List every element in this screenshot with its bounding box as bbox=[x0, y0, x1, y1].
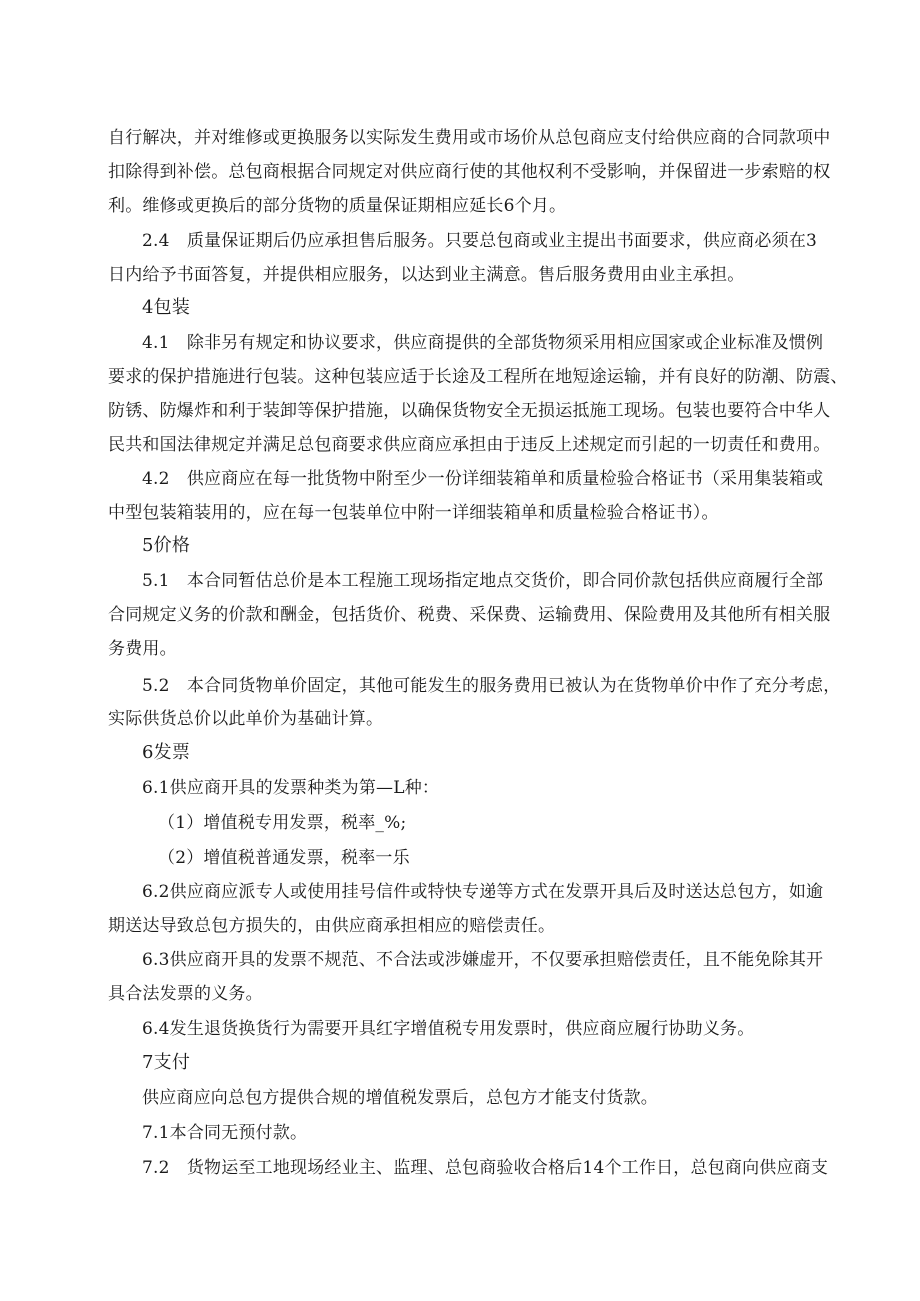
section-heading: 4包装 bbox=[142, 297, 191, 318]
paragraph-line: 要求的保护措施进行包装。这种包装应适于长途及工程所在地短途运输，并有良好的防潮、防震、 bbox=[108, 367, 848, 387]
list-item: （1）增值税专用发票，税率_%; bbox=[158, 813, 407, 833]
paragraph-line: 自行解决，并对维修或更换服务以实际发生费用或市场价从总包商应支付给供应商的合同款项中 bbox=[108, 128, 831, 148]
paragraph-line: 2.4 质量保证期后仍应承担售后服务。只要总包商或业主提出书面要求，供应商必须在3 bbox=[142, 231, 818, 251]
paragraph-line: 5.2 本合同货物单价固定，其他可能发生的服务费用已被认为在货物单价中作了充分考虑， bbox=[142, 676, 841, 696]
paragraph-line: 务费用。 bbox=[108, 639, 177, 659]
section-heading: 7支付 bbox=[142, 1052, 191, 1073]
paragraph-line: 扣除得到补偿。总包商根据合同规定对供应商行使的其他权利不受影响，并保留进一步索赔的权 bbox=[108, 162, 831, 182]
paragraph-line: 防锈、防爆炸和利于装卸等保护措施，以确保货物安全无损运抵施工现场。包装也要符合中华人 bbox=[108, 401, 831, 421]
paragraph-line: 利。维修或更换后的部分货物的质量保证期相应延长6个月。 bbox=[108, 196, 567, 216]
section-heading: 5价格 bbox=[142, 535, 191, 556]
paragraph-line: 7.1本合同无预付款。 bbox=[142, 1123, 308, 1143]
paragraph-line: 5.1 本合同暂估总价是本工程施工现场指定地点交货价，即合同价款包括供应商履行全部 bbox=[142, 571, 824, 591]
paragraph-line: 中型包装箱装用的，应在每一包装单位中附一详细装箱单和质量检验合格证书）。 bbox=[108, 503, 719, 523]
paragraph-line: 期送达导致总包方损失的，由供应商承担相应的赔偿责任。 bbox=[108, 916, 556, 936]
paragraph-line: 日内给予书面答复，并提供相应服务，以达到业主满意。售后服务费用由业主承担。 bbox=[108, 265, 745, 285]
list-item: （2）增值税普通发票，税率一乐 bbox=[158, 848, 410, 868]
paragraph-line: 4.1 除非另有规定和协议要求，供应商提供的全部货物须采用相应国家或企业标准及惯例 bbox=[142, 333, 824, 353]
paragraph-line: 6.4发生退货换货行为需要开具红字增值税专用发票时，供应商应履行协助义务。 bbox=[142, 1019, 755, 1039]
paragraph-line: 7.2 货物运至工地现场经业主、监理、总包商验收合格后14个工作日，总包商向供应商支 bbox=[142, 1158, 829, 1178]
paragraph-line: 6.1供应商开具的发票种类为第—L种： bbox=[142, 778, 440, 798]
section-heading: 6发票 bbox=[142, 742, 191, 763]
paragraph-line: 合同规定义务的价款和酬金，包括货价、税费、采保费、运输费用、保险费用及其他所有相关服 bbox=[108, 605, 831, 625]
paragraph-line: 供应商应向总包方提供合规的增值税发票后，总包方才能支付货款。 bbox=[142, 1088, 658, 1108]
paragraph-line: 具合法发票的义务。 bbox=[108, 984, 263, 1004]
paragraph-line: 6.3供应商开具的发票不规范、不合法或涉嫌虚开，不仅要承担赔偿责任，且不能免除其开 bbox=[142, 950, 824, 970]
paragraph-line: 民共和国法律规定并满足总包商要求供应商应承担由于违反上述规定而引起的一切责任和费用。 bbox=[108, 435, 831, 455]
paragraph-line: 实际供货总价以此单价为基础计算。 bbox=[108, 709, 384, 729]
paragraph-line: 4.2 供应商应在每一批货物中附至少一份详细装箱单和质量检验合格证书（采用集装箱或 bbox=[142, 469, 824, 489]
paragraph-line: 6.2供应商应派专人或使用挂号信件或特快专递等方式在发票开具后及时送达总包方，如逾 bbox=[142, 882, 824, 902]
